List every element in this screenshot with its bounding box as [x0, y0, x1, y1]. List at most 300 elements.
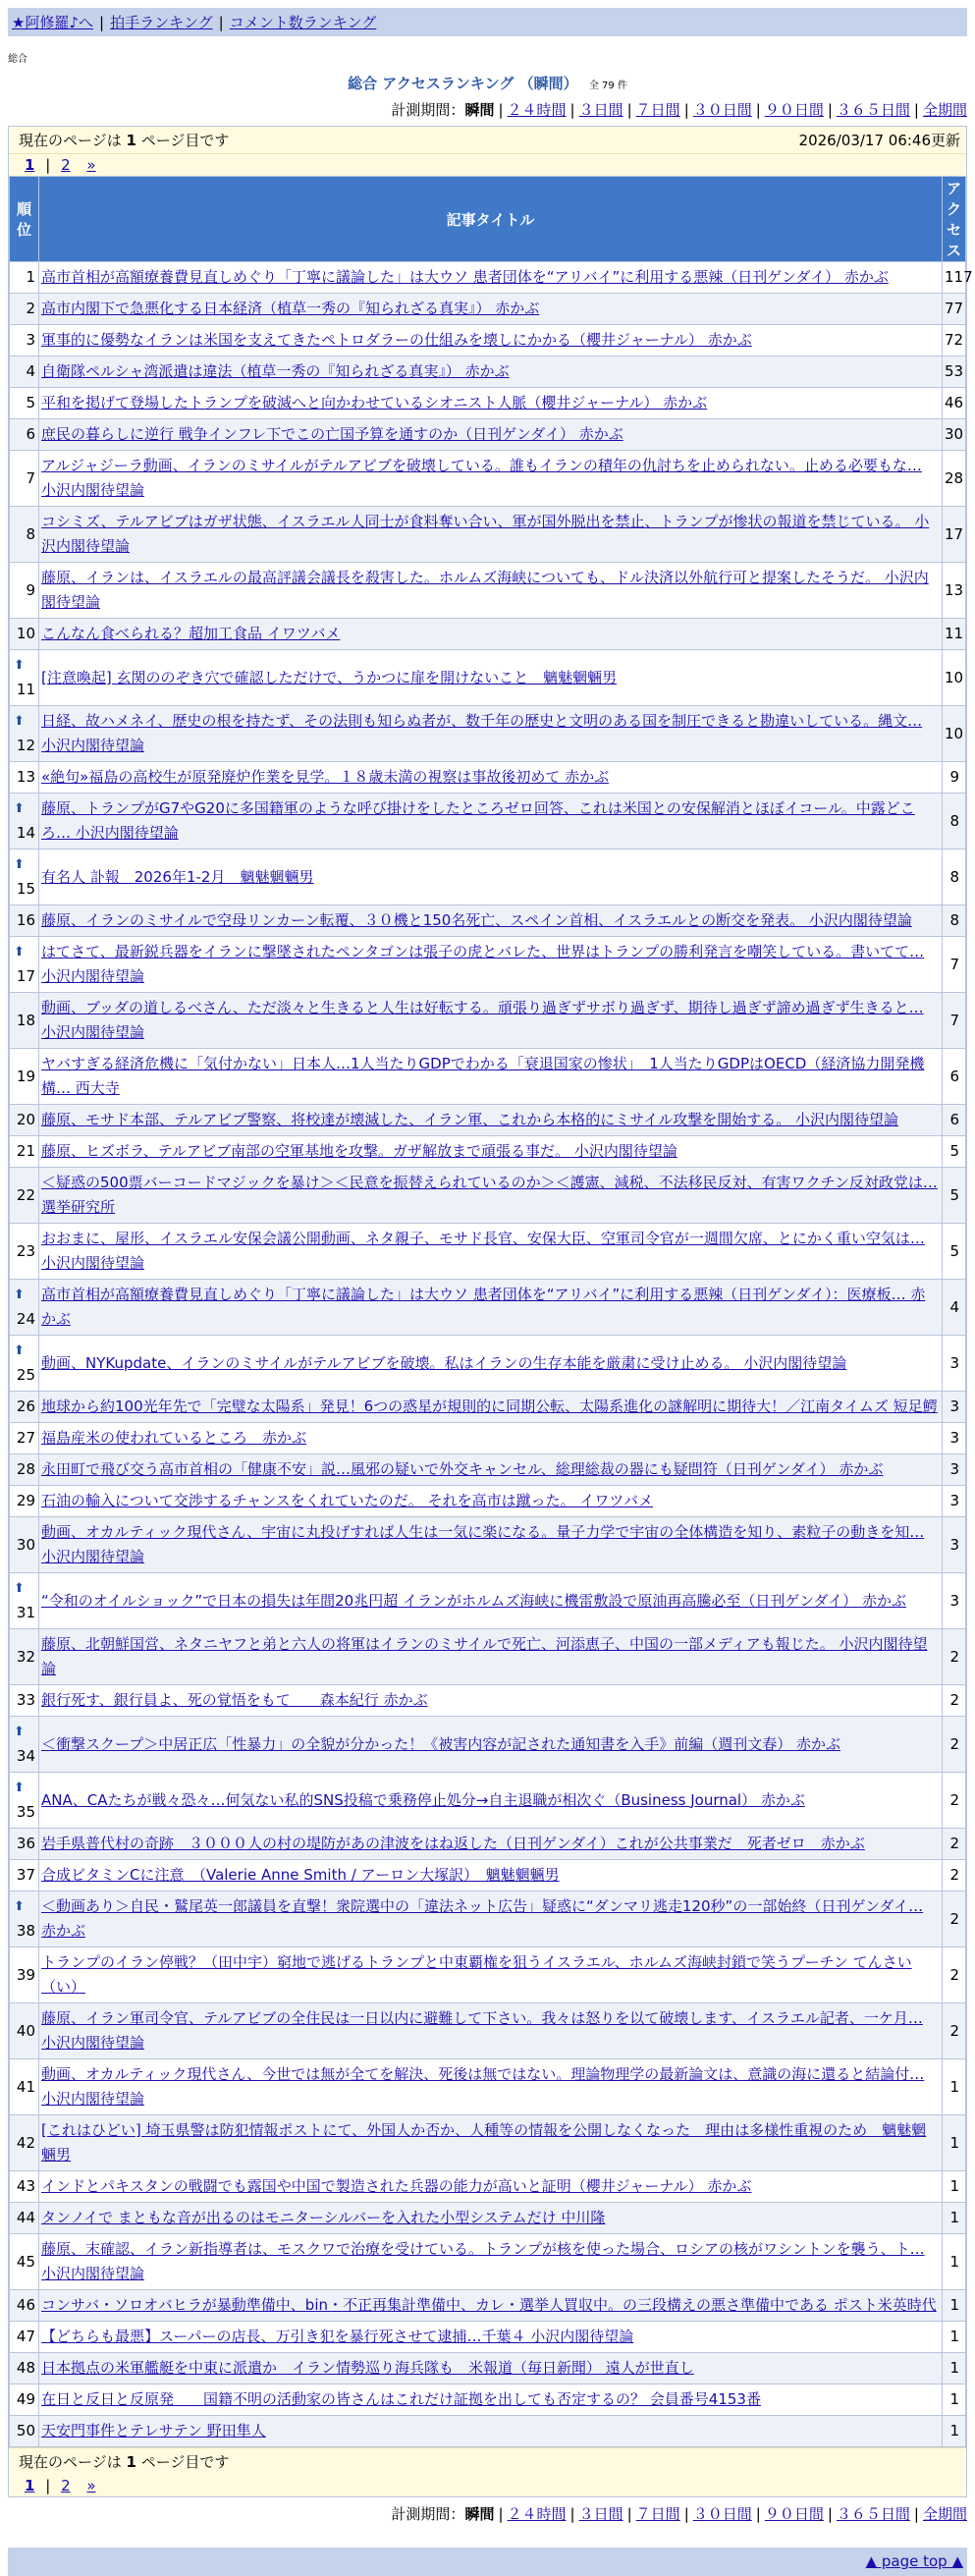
article-title-link[interactable]: はてさて、最新鋭兵器をイランに撃墜されたペンタゴンは張子の虎とバレた、世界はトランプの勝利発言を嘲笑している。書いてて… 小沢内閣待望論 — [41, 943, 925, 985]
article-title-link[interactable]: 日経、故ハメネイ、歴史の根を持たず、その法則も知らぬ者が、数千年の歴史と文明のある国を制圧できると勘違いしている。縄文… 小沢内閣待望論 — [41, 712, 923, 754]
access-count-cell: 46 — [943, 388, 966, 419]
period-option-link[interactable]: ２４時間 — [507, 101, 567, 119]
rank-number: 35 — [16, 1803, 35, 1821]
table-row — [10, 1136, 966, 1168]
title-cell — [39, 388, 943, 419]
next-page-link[interactable]: » — [86, 2477, 96, 2494]
rank-cell — [10, 325, 39, 356]
table-row — [10, 451, 966, 507]
article-title-link[interactable]: 日本拠点の米軍艦艇を中東に派遣か イラン情勢巡り海兵隊も 米報道（毎日新聞） 遠人が世直し — [41, 2359, 694, 2377]
table-row — [10, 356, 966, 388]
access-count-cell: 5 — [943, 1168, 966, 1224]
table-row — [10, 2322, 966, 2353]
article-count: 全 79 件 — [588, 81, 627, 91]
access-count-cell: 10 — [943, 650, 966, 706]
rank-number: 45 — [16, 2252, 35, 2271]
title-cell — [39, 1168, 943, 1224]
page-heading — [0, 73, 975, 93]
table-header-row — [10, 177, 966, 262]
table-row — [10, 1454, 966, 1486]
rank-cell — [10, 1423, 39, 1454]
title-cell — [39, 1517, 943, 1573]
table-row — [10, 262, 966, 294]
table-row — [10, 507, 966, 563]
rank-number: 39 — [16, 1965, 35, 1984]
access-count-cell: 8 — [943, 905, 966, 937]
title-cell — [39, 1629, 943, 1685]
period-option-link[interactable]: 全期間 — [922, 101, 967, 119]
table-row — [10, 2171, 966, 2203]
rank-cell — [10, 1049, 39, 1105]
article-title-link[interactable]: 高市首相が高額療養費見直しめぐり「丁寧に議論した」は大ウソ 患者団体を“アリバイ”に利用する悪辣（日刊ゲンダイ） 赤かぶ — [41, 268, 889, 286]
access-count-cell: 5 — [943, 1224, 966, 1280]
title-cell — [39, 2384, 943, 2416]
rank-number: 47 — [16, 2328, 35, 2345]
rank-number: 27 — [16, 1429, 35, 1447]
page-top-link[interactable]: ▲ page top ▲ — [865, 2552, 963, 2570]
access-count-cell: 3 — [943, 1392, 966, 1423]
category-label: 総合 — [8, 54, 27, 65]
rank-cell — [10, 1629, 39, 1685]
rank-cell — [10, 2171, 39, 2203]
title-cell — [39, 706, 943, 762]
table-row — [10, 1168, 966, 1224]
ranking-table — [9, 176, 973, 2447]
access-count-cell: 1 — [943, 2203, 966, 2234]
rank-cell — [10, 905, 39, 937]
rank-number: 32 — [16, 1647, 35, 1666]
rank-cell — [10, 388, 39, 419]
period-selector — [0, 99, 967, 120]
access-count-cell: 3 — [943, 1336, 966, 1392]
rank-cell — [10, 1947, 39, 2003]
article-title-link[interactable]: トランプのイラン停戦？（田中宇）窮地で逃げるトランプと中東覇権を狙うイスラエル、ホルムズ海峡封鎖で笑うプーチン てんさい（い） — [41, 1953, 912, 1996]
rank-number: 34 — [16, 1747, 35, 1765]
rank-number: 46 — [16, 2296, 35, 2314]
rank-number: 5 — [26, 394, 35, 411]
article-title-link[interactable]: 岩手県普代村の奇跡 ３０００人の村の堤防があの津波をはね返した（日刊ゲンダイ）これが公共事業だ 死者ゼロ 赤かぶ — [41, 1835, 865, 1852]
title-cell — [39, 850, 943, 905]
rank-cell — [10, 619, 39, 650]
article-title-link[interactable]: 高市内閣下で急悪化する日本経済（植草一秀の『知られざる真実』） 赤かぶ — [41, 300, 540, 317]
table-row — [10, 937, 966, 993]
access-count-cell: 8 — [943, 794, 966, 850]
rank-number: 4 — [26, 362, 35, 380]
rank-cell — [10, 507, 39, 563]
table-row — [10, 794, 966, 850]
period-label: 計測期間： — [391, 2505, 465, 2523]
access-count-cell: 2 — [943, 1685, 966, 1717]
rank-number: 1 — [26, 268, 35, 286]
rank-number: 41 — [16, 2077, 35, 2096]
rank-cell — [10, 451, 39, 507]
rank-number: 50 — [16, 2422, 35, 2439]
rank-number: 23 — [16, 1241, 35, 1260]
table-row — [10, 1573, 966, 1629]
up-arrow-icon: ⬆ — [14, 945, 25, 959]
rank-number: 29 — [16, 1492, 35, 1509]
table-row — [10, 850, 966, 905]
up-arrow-icon: ⬆ — [14, 1899, 25, 1914]
rank-number: 49 — [16, 2390, 35, 2408]
rank-number: 24 — [16, 1310, 35, 1328]
title-cell — [39, 993, 943, 1049]
pager-top: 1 | 2 » — [9, 154, 966, 176]
rank-cell — [10, 262, 39, 294]
applause-ranking-link[interactable]: 拍手ランキング — [110, 14, 213, 31]
access-count-cell: 1 — [943, 2353, 966, 2384]
access-count-cell: 7 — [943, 993, 966, 1049]
access-count-cell: 3 — [943, 1423, 966, 1454]
title-cell — [39, 1224, 943, 1280]
access-count-cell: 1 — [943, 2290, 966, 2322]
rank-cell — [10, 1573, 39, 1629]
article-title-link[interactable]: ヤバすぎる経済危機に「気付かない」日本人…1人当たりGDPでわかる「衰退国家の惨状」 1人当たりGDPはOECD（経済協力開発機構… 西大寺 — [41, 1055, 925, 1097]
period-separator: | — [827, 101, 833, 119]
rank-number: 38 — [16, 1922, 35, 1940]
table-row — [10, 1423, 966, 1454]
pager-bottom: 1 | 2 » — [9, 2475, 966, 2496]
rank-number: 6 — [26, 425, 35, 443]
article-title-link[interactable]: コシミズ、テルアビブはガザ状態、イスラエル人同士が食料奪い合い、軍が国外脱出を禁止、トランプが惨状の報道を禁じている。 小沢内閣待望論 — [41, 513, 930, 555]
table-row — [10, 325, 966, 356]
access-count-cell: 3 — [943, 1517, 966, 1573]
rank-number: 7 — [26, 468, 35, 487]
article-title-link[interactable]: 地球から約100光年先で「完璧な太陽系」発見！6つの惑星が規則的に同期公転、太陽系進化の謎解明に期待大！／江南タイムズ 短足鰐 — [41, 1398, 938, 1415]
title-cell — [39, 419, 943, 451]
article-title-link[interactable]: 自衛隊ペルシャ湾派遣は違法（植草一秀の『知られざる真実』） 赤かぶ — [41, 362, 510, 380]
table-row — [10, 1629, 966, 1685]
rank-number: 16 — [16, 911, 35, 929]
rank-cell — [10, 1392, 39, 1423]
table-row — [10, 1829, 966, 1860]
rank-cell — [10, 2353, 39, 2384]
title-cell — [39, 1773, 943, 1829]
rank-number: 11 — [16, 681, 35, 698]
period-separator: | — [755, 2505, 761, 2523]
table-row — [10, 2416, 966, 2447]
table-row — [10, 762, 966, 794]
up-arrow-icon: ⬆ — [14, 1781, 25, 1795]
access-count-cell: 6 — [943, 1049, 966, 1105]
article-title-link[interactable]: 動画、オカルティック現代さん、宇宙に丸投げすれば人生は一気に楽になる。量子力学で宇宙の全体構造を知り、素粒子の動きを知… 小沢内閣待望論 — [41, 1523, 925, 1565]
title-cell — [39, 1891, 943, 1947]
rank-number: 3 — [26, 331, 35, 349]
rank-cell — [10, 1773, 39, 1829]
title-cell — [39, 1105, 943, 1136]
article-title-link[interactable]: 藤原、イランは、イスラエルの最高評議会議長を殺害した。ホルムズ海峡についても、ドル決済以外航行可と提案したそうだ。 小沢内閣待望論 — [41, 569, 929, 611]
rank-number: 40 — [16, 2021, 35, 2040]
article-title-link[interactable]: 天安門事件とテレサテン 野田隼人 — [41, 2422, 266, 2439]
page-1-link[interactable]: 1 — [25, 156, 35, 174]
access-column-header: アクセス — [943, 177, 966, 262]
access-count-cell: 1 — [943, 2416, 966, 2447]
period-option-link[interactable]: ２４時間 — [507, 2505, 567, 2523]
article-title-link[interactable]: インドとパキスタンの戦闘でも露国や中国で製造された兵器の能力が高いと証明（櫻井ジャーナル） 赤かぶ — [41, 2177, 752, 2195]
article-title-link[interactable]: 福島産米の使われているところ 赤かぶ — [41, 1429, 307, 1447]
article-title-link[interactable]: タンノイで まともな音が出るのはモニターシルバーを入れた小型システムだけ 中川隆 — [41, 2209, 606, 2226]
table-row — [10, 1947, 966, 2003]
access-count-cell: 10 — [943, 706, 966, 762]
up-arrow-icon: ⬆ — [14, 1725, 25, 1739]
title-cell — [39, 2290, 943, 2322]
rank-number: 18 — [16, 1011, 35, 1029]
rank-cell — [10, 2115, 39, 2171]
article-title-link[interactable]: 動画、オカルティック現代さん、今世では無が全てを解決、死後は無ではない。理論物理学の最新論文は、意識の海に還ると結論付… 小沢内閣待望論 — [41, 2065, 925, 2108]
access-count-cell: 2 — [943, 1629, 966, 1685]
article-title-link[interactable]: 藤原、モサド本部、テルアビブ警察、将校達が壊滅した、イラン軍、これから本格的にミサイル攻撃を開始する。 小沢内閣待望論 — [41, 1111, 898, 1128]
title-cell — [39, 2003, 943, 2059]
rank-cell — [10, 650, 39, 706]
period-separator: | — [498, 101, 504, 119]
title-cell — [39, 1573, 943, 1629]
table-row — [10, 2290, 966, 2322]
article-title-link[interactable]: “令和のオイルショック”で日本の損失は年間20兆円超 イランがホルムズ海峡に機雷敷設で原油再高騰必至（日刊ゲンダイ） 赤かぶ — [41, 1591, 906, 1610]
access-count-cell: 7 — [943, 937, 966, 993]
rank-cell — [10, 2290, 39, 2322]
article-title-link[interactable]: ANA、CAたちが戦々恐々…何気ない私的SNS投稿で乗務停止処分→自主退職が相次ぐ（Business Journal） 赤かぶ — [41, 1790, 805, 1809]
page-title: 総合 アクセスランキング （瞬間） — [348, 75, 578, 92]
back-to-asyura-link[interactable]: ★阿修羅♪へ — [12, 14, 94, 31]
article-title-link[interactable]: 軍事的に優勢なイランは米国を支えてきたペトロダラーの仕組みを壊しにかかる（櫻井ジャーナル） 赤かぶ — [41, 331, 752, 349]
rank-cell — [10, 1685, 39, 1717]
rank-cell — [10, 794, 39, 850]
article-title-link[interactable]: 銀行死す、銀行員よ、死の覚悟をもて 森本紀行 赤かぶ — [41, 1691, 428, 1709]
article-title-link[interactable]: コンサバ・ソロオバヒラが暴動準備中、bin・不正再集計準備中、カレ・選挙人買収中。の三段構えの悪さ準備中である ポスト米英時代 — [41, 2296, 937, 2314]
article-title-link[interactable]: 【どちらも最悪】スーパーの店長、万引き犯を暴行死させて逮捕…千葉４ 小沢内閣待望論 — [41, 2328, 634, 2345]
rank-number: 19 — [16, 1067, 35, 1085]
article-title-link[interactable]: こんなん食べられる？超加工食品 イワツバメ — [41, 625, 341, 642]
table-row — [10, 1392, 966, 1423]
title-cell — [39, 262, 943, 294]
rank-number: 10 — [16, 625, 35, 642]
rank-cell — [10, 1717, 39, 1773]
access-count-cell: 1 — [943, 2115, 966, 2171]
table-row — [10, 2003, 966, 2059]
up-arrow-icon: ⬆ — [14, 801, 25, 816]
period-option-link[interactable]: ３６５日間 — [836, 101, 910, 119]
table-row — [10, 388, 966, 419]
article-title-link[interactable]: 藤原、末確認、イラン新指導者は、モスクワで治療を受けている。トランプが核を使った場合、ロシアの核がワシントンを襲う、ト… 小沢内閣待望論 — [41, 2240, 925, 2282]
rank-cell — [10, 2322, 39, 2353]
title-cell — [39, 2234, 943, 2290]
period-option-link[interactable]: ９０日間 — [764, 101, 824, 119]
title-cell — [39, 1947, 943, 2003]
period-option-link[interactable]: ７日間 — [635, 101, 680, 119]
table-row — [10, 1891, 966, 1947]
table-row — [10, 706, 966, 762]
access-count-cell: 1 — [943, 2322, 966, 2353]
rank-number: 14 — [16, 824, 35, 842]
table-row — [10, 294, 966, 325]
rank-cell — [10, 937, 39, 993]
article-title-link[interactable]: 動画、NYKupdate、イランのミサイルがテルアビブを破壊。私はイランの生存本能を厳粛に受け止める。 小沢内閣待望論 — [41, 1353, 847, 1372]
rank-cell — [10, 1860, 39, 1891]
period-option-link[interactable]: ３０日間 — [692, 2505, 752, 2523]
title-cell — [39, 937, 943, 993]
access-count-cell: 77 — [943, 294, 966, 325]
article-title-link[interactable]: ＜動画あり＞自民・鷲尾英一郎議員を直撃！衆院選中の「違法ネット広告」疑惑に“ダンマリ逃走120秒”の一部始終（日刊ゲンダイ… 赤かぶ — [41, 1897, 924, 1940]
rank-cell — [10, 2059, 39, 2115]
title-cell — [39, 356, 943, 388]
period-label: 計測期間： — [391, 101, 465, 119]
title-cell — [39, 2115, 943, 2171]
title-cell — [39, 2353, 943, 2384]
rank-cell — [10, 1336, 39, 1392]
rank-cell — [10, 706, 39, 762]
table-row — [10, 993, 966, 1049]
table-row — [10, 419, 966, 451]
table-row — [10, 1860, 966, 1891]
title-cell — [39, 1829, 943, 1860]
rank-column-header: 順位 — [10, 177, 39, 262]
access-count-cell: 30 — [943, 419, 966, 451]
article-title-link[interactable]: 在日と反日と反原発 国籍不明の活動家の皆さんはこれだけ証拠を出しても否定するの？ 会員番号4153番 — [41, 2390, 761, 2408]
rank-cell — [10, 1891, 39, 1947]
period-separator: | — [827, 2505, 833, 2523]
up-arrow-icon: ⬆ — [14, 658, 25, 673]
table-row — [10, 1224, 966, 1280]
access-count-cell: 9 — [943, 762, 966, 794]
access-count-cell: 117 — [943, 262, 966, 294]
table-row — [10, 1773, 966, 1829]
page-2-link[interactable]: 2 — [61, 156, 71, 174]
rank-number: 44 — [16, 2209, 35, 2226]
article-title-link[interactable]: 有名人 訃報 2026年1-2月 魑魅魍魎男 — [41, 867, 314, 886]
table-row — [10, 2234, 966, 2290]
page-1-link[interactable]: 1 — [25, 2477, 35, 2494]
rank-cell — [10, 2234, 39, 2290]
article-title-link[interactable]: 藤原、イラン軍司令官、テルアビブの全住民は一日以内に避難して下さい。我々は怒りを以て破壊します、イスラエル記者、一ケ月… 小沢内閣待望論 — [41, 2009, 923, 2052]
rank-number: 33 — [16, 1691, 35, 1709]
period-option-link[interactable]: ３６５日間 — [836, 2505, 910, 2523]
period-current: 瞬間 — [464, 101, 495, 119]
title-cell — [39, 794, 943, 850]
article-title-link[interactable]: 庶民の暮らしに逆行 戦争インフレ下でこの亡国予算を通すのか（日刊ゲンダイ） 赤かぶ — [41, 425, 623, 443]
top-nav-bar — [8, 8, 967, 36]
table-row — [10, 2384, 966, 2416]
access-count-cell: 2 — [943, 1860, 966, 1891]
period-option-link[interactable]: 全期間 — [922, 2505, 967, 2523]
rank-number: 12 — [16, 737, 35, 754]
period-option-link[interactable]: ３日間 — [578, 101, 623, 119]
article-title-link[interactable]: «絶句»福島の高校生が原発廃炉作業を見学。１８歳未満の視察は事故後初めて 赤かぶ — [41, 768, 610, 786]
title-cell — [39, 762, 943, 794]
title-column-header: 記事タイトル — [39, 177, 943, 262]
rank-number: 25 — [16, 1366, 35, 1384]
access-count-cell: 1 — [943, 2059, 966, 2115]
article-title-link[interactable]: 藤原、イランのミサイルで空母リンカーン転覆、３０機と150名死亡、スペイン首相、イスラエルとの断交を発表。 小沢内閣待望論 — [41, 911, 912, 929]
rank-number: 8 — [26, 524, 35, 543]
rank-number: 48 — [16, 2359, 35, 2377]
article-title-link[interactable]: 合成ビタミンCに注意 （Valerie Anne Smith / アーロン大塚訳） 魑魅魍魎男 — [41, 1866, 560, 1884]
article-title-link[interactable]: 動画、ブッダの道しるべさん、ただ淡々と生きると人生は好転する。頑張り過ぎずサボり過ぎず、期待し過ぎず諦め過ぎず生きると… 小沢内閣待望論 — [41, 999, 924, 1041]
table-row — [10, 1685, 966, 1717]
article-title-link[interactable]: 平和を掲げて登場したトランプを破滅へと向かわせているシオニスト人脈（櫻井ジャーナル） 赤かぶ — [41, 394, 708, 411]
table-row — [10, 1105, 966, 1136]
period-option-link[interactable]: ３日間 — [578, 2505, 623, 2523]
title-cell — [39, 905, 943, 937]
period-separator: | — [913, 101, 919, 119]
page-status-bottom: 現在のページは 1 ページ目です — [19, 2453, 230, 2471]
access-count-cell: 5 — [943, 1136, 966, 1168]
title-cell — [39, 2059, 943, 2115]
period-option-link[interactable]: ９０日間 — [764, 2505, 824, 2523]
title-cell — [39, 619, 943, 650]
access-count-cell: 11 — [943, 619, 966, 650]
title-cell — [39, 1685, 943, 1717]
access-count-cell: 3 — [943, 1573, 966, 1629]
access-count-cell: 28 — [943, 451, 966, 507]
table-row — [10, 1336, 966, 1392]
period-separator: | — [755, 101, 761, 119]
title-cell — [39, 650, 943, 706]
rank-number: 13 — [16, 768, 35, 786]
comment-ranking-link[interactable]: コメント数ランキング — [229, 14, 377, 31]
article-title-link[interactable]: [注意喚起] 玄関ののぞき穴で確認しただけで、うかつに扉を開けないこと 魑魅魍魎男 — [41, 668, 618, 686]
rank-cell — [10, 563, 39, 619]
rank-cell — [10, 419, 39, 451]
period-separator: | — [626, 101, 632, 119]
access-count-cell: 2 — [943, 2003, 966, 2059]
table-row — [10, 2203, 966, 2234]
up-arrow-icon: ⬆ — [14, 1288, 25, 1302]
access-count-cell: 4 — [943, 1280, 966, 1336]
title-cell — [39, 1860, 943, 1891]
access-count-cell: 1 — [943, 2384, 966, 2416]
page-2-link[interactable]: 2 — [61, 2477, 71, 2494]
rank-cell — [10, 356, 39, 388]
title-cell — [39, 1486, 943, 1517]
title-cell — [39, 2171, 943, 2203]
article-title-link[interactable]: 石油の輸入について交渉するチャンスをくれていたのだ。 それを高市は蹴った。 イワツバメ — [41, 1492, 654, 1509]
up-arrow-icon: ⬆ — [14, 714, 25, 729]
next-page-link[interactable]: » — [86, 156, 96, 174]
updated-timestamp: 2026/03/17 06:46更新 — [798, 132, 960, 149]
access-count-cell: 1 — [943, 2171, 966, 2203]
table-row — [10, 1280, 966, 1336]
rank-number: 36 — [16, 1835, 35, 1852]
period-separator: | — [683, 2505, 689, 2523]
article-title-link[interactable]: 藤原、北朝鮮国営、ネタニヤフと弟と六人の将軍はイランのミサイルで死亡、河添恵子、中国の一部メディアも報じた。 小沢内閣待望論 — [41, 1635, 928, 1677]
article-title-link[interactable]: ＜衝撃スクープ＞中居正広「性暴力」の全貌が分かった！《被害内容が記された通知書を入手》前編（週刊文春） 赤かぶ — [41, 1734, 841, 1753]
title-cell — [39, 1280, 943, 1336]
rank-number: 26 — [16, 1398, 35, 1415]
access-count-cell: 13 — [943, 563, 966, 619]
article-title-link[interactable]: ＜疑惑の500票バーコードマジックを暴け＞＜民意を振替えられているのか＞＜護憲、減税、不法移民反対、有害ワクチン反対政党は… 選挙研究所 — [41, 1174, 938, 1216]
article-title-link[interactable]: 藤原、トランプがG7やG20に多国籍軍のような呼び掛けをしたところゼロ回答、これは米国との安保解消とほぼイコール。中露どころ… 小沢内閣待望論 — [41, 799, 915, 842]
article-title-link[interactable]: アルジャジーラ動画、イランのミサイルがテルアビブを破壊している。誰もイランの積年の仇討ちを止められない。止める必要もな… 小沢内閣待望論 — [41, 457, 922, 499]
article-title-link[interactable]: おおまに、屋形、イスラエル安保会議公開動画、ネタ親子、モサド長官、安保大臣、空軍司令官が一週間欠席、とにかく重い空気は… 小沢内閣待望論 — [41, 1230, 925, 1272]
article-title-link[interactable]: 高市首相が高額療養費見直しめぐり「丁寧に議論した」は大ウソ 患者団体を“アリバイ”に利用する悪辣（日刊ゲンダイ）：医療板… 赤かぶ — [41, 1286, 926, 1328]
period-option-link[interactable]: ３０日間 — [692, 101, 752, 119]
article-title-link[interactable]: [これはひどい] 埼玉県警は防犯情報ポストにて、外国人か否か、人種等の情報を公開しなくなった 理由は多様性重視のため 魑魅魍魎男 — [41, 2121, 927, 2164]
table-row — [10, 1517, 966, 1573]
access-count-cell: 3 — [943, 1454, 966, 1486]
up-arrow-icon: ⬆ — [14, 857, 25, 872]
access-count-cell: 2 — [943, 1947, 966, 2003]
period-option-link[interactable]: ７日間 — [635, 2505, 680, 2523]
rank-number: 30 — [16, 1535, 35, 1554]
article-title-link[interactable]: 藤原、ヒズボラ、テルアビブ南部の空軍基地を攻撃。ガザ解放まで頑張る事だ。 小沢内閣待望論 — [41, 1142, 677, 1160]
title-cell — [39, 325, 943, 356]
article-title-link[interactable]: 永田町で飛び交う高市首相の「健康不安」説…風邪の疑いで外交キャンセル、総理総裁の器にも疑問符（日刊ゲンダイ） 赤かぶ — [41, 1460, 884, 1478]
rank-number: 43 — [16, 2177, 35, 2195]
rank-cell — [10, 294, 39, 325]
rank-number: 31 — [16, 1604, 35, 1621]
access-count-cell: 2 — [943, 1891, 966, 1947]
rank-cell — [10, 2203, 39, 2234]
